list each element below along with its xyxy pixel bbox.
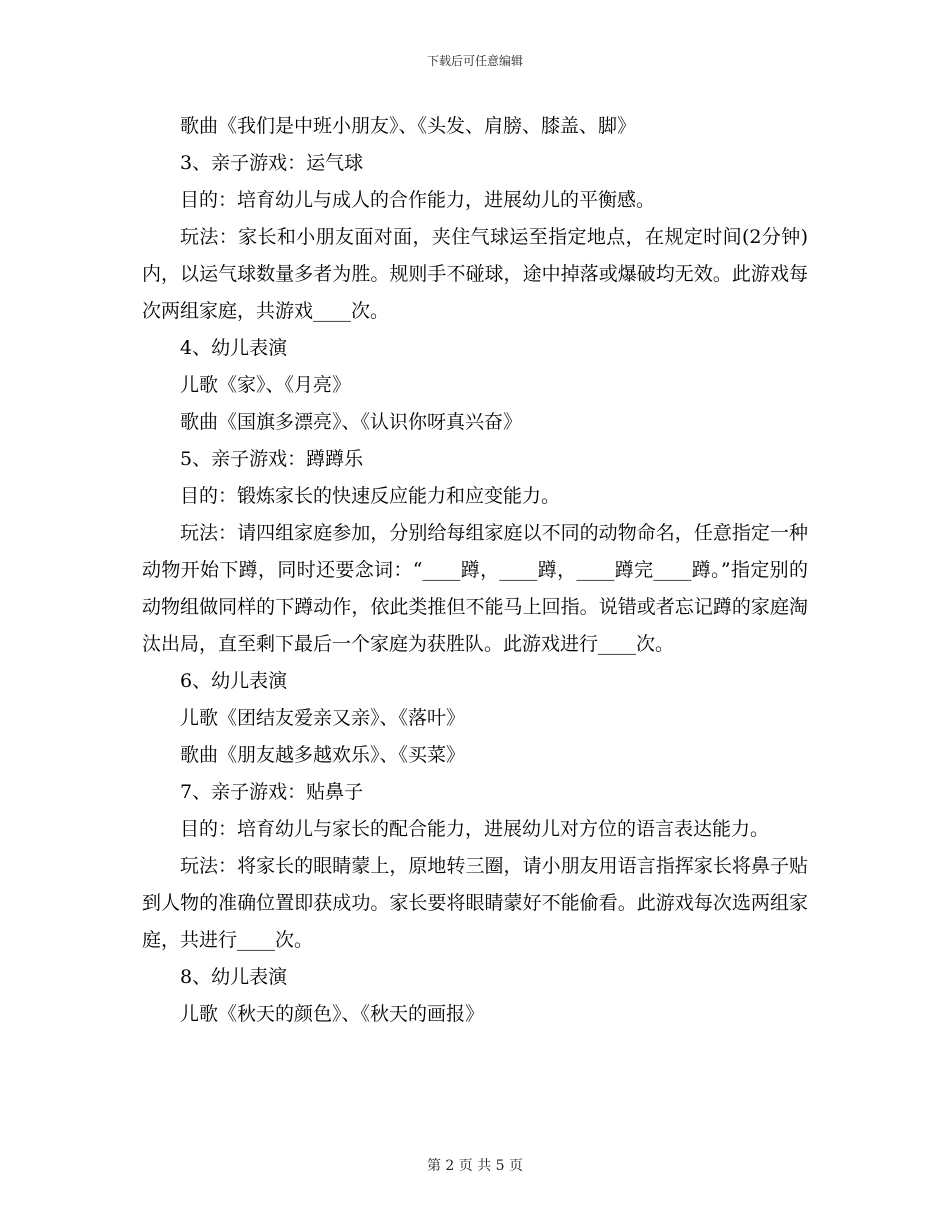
paragraph-songs-4: 歌曲《国旗多漂亮》、《认识你呀真兴奋》 (180, 411, 523, 433)
heading-performance-8: 8、幼儿表演 (180, 966, 288, 988)
heading-performance-4: 4、幼儿表演 (180, 337, 288, 359)
paragraph-nose-rules: 玩法：将家长的眼睛蒙上，原地转三圈，请小朋友用语言指挥家长将鼻子贴到人物的准确位置即获成功。家长要将眼睛蒙好不能偷看。此游戏每次选两组家庭，共进行____次。 (142, 855, 808, 951)
heading-game-balloon: 3、亲子游戏：运气球 (180, 152, 364, 174)
heading-performance-6: 6、幼儿表演 (180, 670, 288, 692)
page-header: 下载后可任意编辑 (426, 54, 523, 68)
page-number-footer: 第 2 页 共 5 页 (426, 1158, 524, 1174)
paragraph-nose-purpose: 目的：培育幼儿与家长的配合能力，进展幼儿对方位的语言表达能力。 (180, 818, 770, 840)
paragraph-balloon-rules: 玩法：家长和小朋友面对面，夹住气球运至指定地点，在规定时间(2分钟)内，以运气球数量多者为胜。规则手不碰球，途中掉落或爆破均无效。此游戏每次两组家庭，共游戏____次。 (142, 226, 808, 322)
paragraph-balloon-purpose: 目的：培育幼儿与成人的合作能力，进展幼儿的平衡感。 (180, 189, 656, 211)
paragraph-songs-6: 歌曲《朋友越多越欢乐》、《买菜》 (180, 744, 466, 766)
paragraph-rhymes-6: 儿歌《团结友爱亲又亲》、《落叶》 (180, 707, 466, 729)
paragraph-squat-rules: 玩法：请四组家庭参加，分别给每组家庭以不同的动物命名，任意指定一种动物开始下蹲，同时还要念词：“____蹲，____蹲，____蹲完____蹲。”指定别的动物组做同样的下蹲动作，依此类推但不能马上回指。说错或者忘记蹲的家庭淘汰出局，直至剩下最后一个家庭为获胜队。此游戏进行____次。 (142, 522, 808, 655)
document-body (142, 108, 808, 1033)
paragraph-squat-purpose: 目的：锻炼家长的快速反应能力和应变能力。 (180, 485, 561, 507)
heading-game-nose: 7、亲子游戏：贴鼻子 (180, 781, 364, 803)
heading-game-squat: 5、亲子游戏：蹲蹲乐 (180, 448, 364, 470)
paragraph-rhymes-4: 儿歌《家》、《月亮》 (180, 374, 352, 396)
paragraph-songs-intro: 歌曲《我们是中班小朋友》、《头发、肩膀、膝盖、脚》 (180, 115, 637, 137)
paragraph-rhymes-8: 儿歌《秋天的颜色》、《秋天的画报》 (180, 1003, 485, 1025)
